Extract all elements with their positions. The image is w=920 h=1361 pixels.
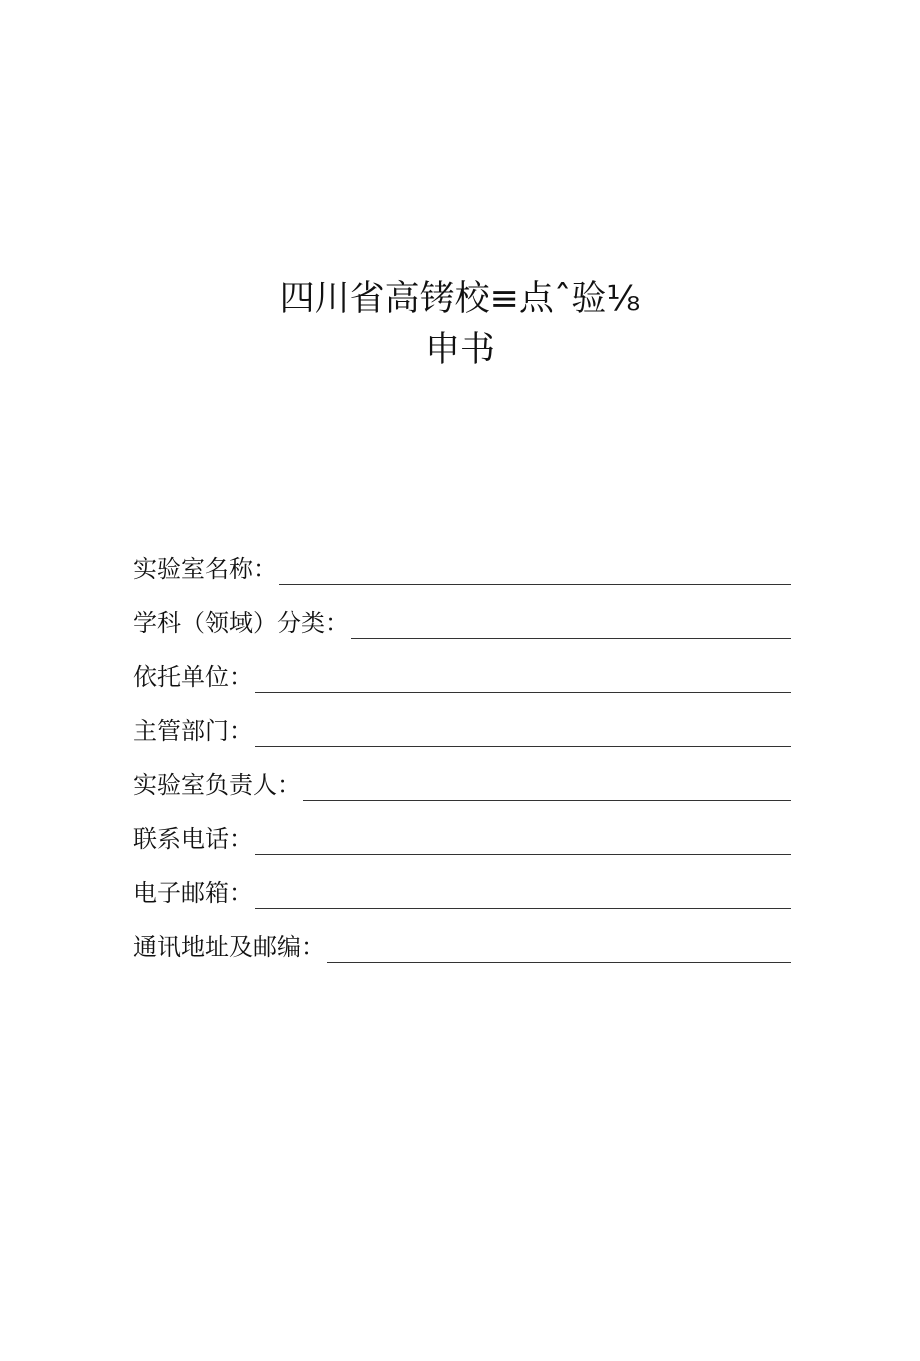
field-label-supervising-dept: 主管部门： bbox=[133, 717, 253, 745]
fill-line-address[interactable] bbox=[327, 962, 791, 963]
field-discipline bbox=[133, 587, 791, 641]
document-title-line-2: 申书 bbox=[424, 330, 495, 370]
field-phone bbox=[133, 803, 791, 857]
fill-line-host-unit[interactable] bbox=[255, 692, 791, 693]
field-address bbox=[133, 911, 791, 965]
fill-line-phone[interactable] bbox=[255, 854, 791, 855]
fill-line-lab-name[interactable] bbox=[279, 584, 791, 585]
field-label-discipline: 学科（领域）分类： bbox=[133, 609, 349, 637]
field-email bbox=[133, 857, 791, 911]
field-label-email: 电子邮箱： bbox=[133, 879, 253, 907]
field-label-address: 通讯地址及邮编： bbox=[133, 933, 325, 961]
field-host-unit bbox=[133, 641, 791, 695]
field-lab-name bbox=[133, 533, 791, 587]
cover-info-form bbox=[133, 533, 791, 965]
field-label-lab-name: 实验室名称： bbox=[133, 555, 277, 583]
field-label-phone: 联系电话： bbox=[133, 825, 253, 853]
fill-line-supervising-dept[interactable] bbox=[255, 746, 791, 747]
field-label-host-unit: 依托单位： bbox=[133, 663, 253, 691]
field-lab-director bbox=[133, 749, 791, 803]
document-title-line-1: 四川省高铐校≡点ˆ验⅛ bbox=[279, 279, 641, 319]
fill-line-discipline[interactable] bbox=[351, 638, 791, 639]
fill-line-email[interactable] bbox=[255, 908, 791, 909]
fill-line-lab-director[interactable] bbox=[303, 800, 791, 801]
field-label-lab-director: 实验室负责人： bbox=[133, 771, 301, 799]
field-supervising-dept bbox=[133, 695, 791, 749]
